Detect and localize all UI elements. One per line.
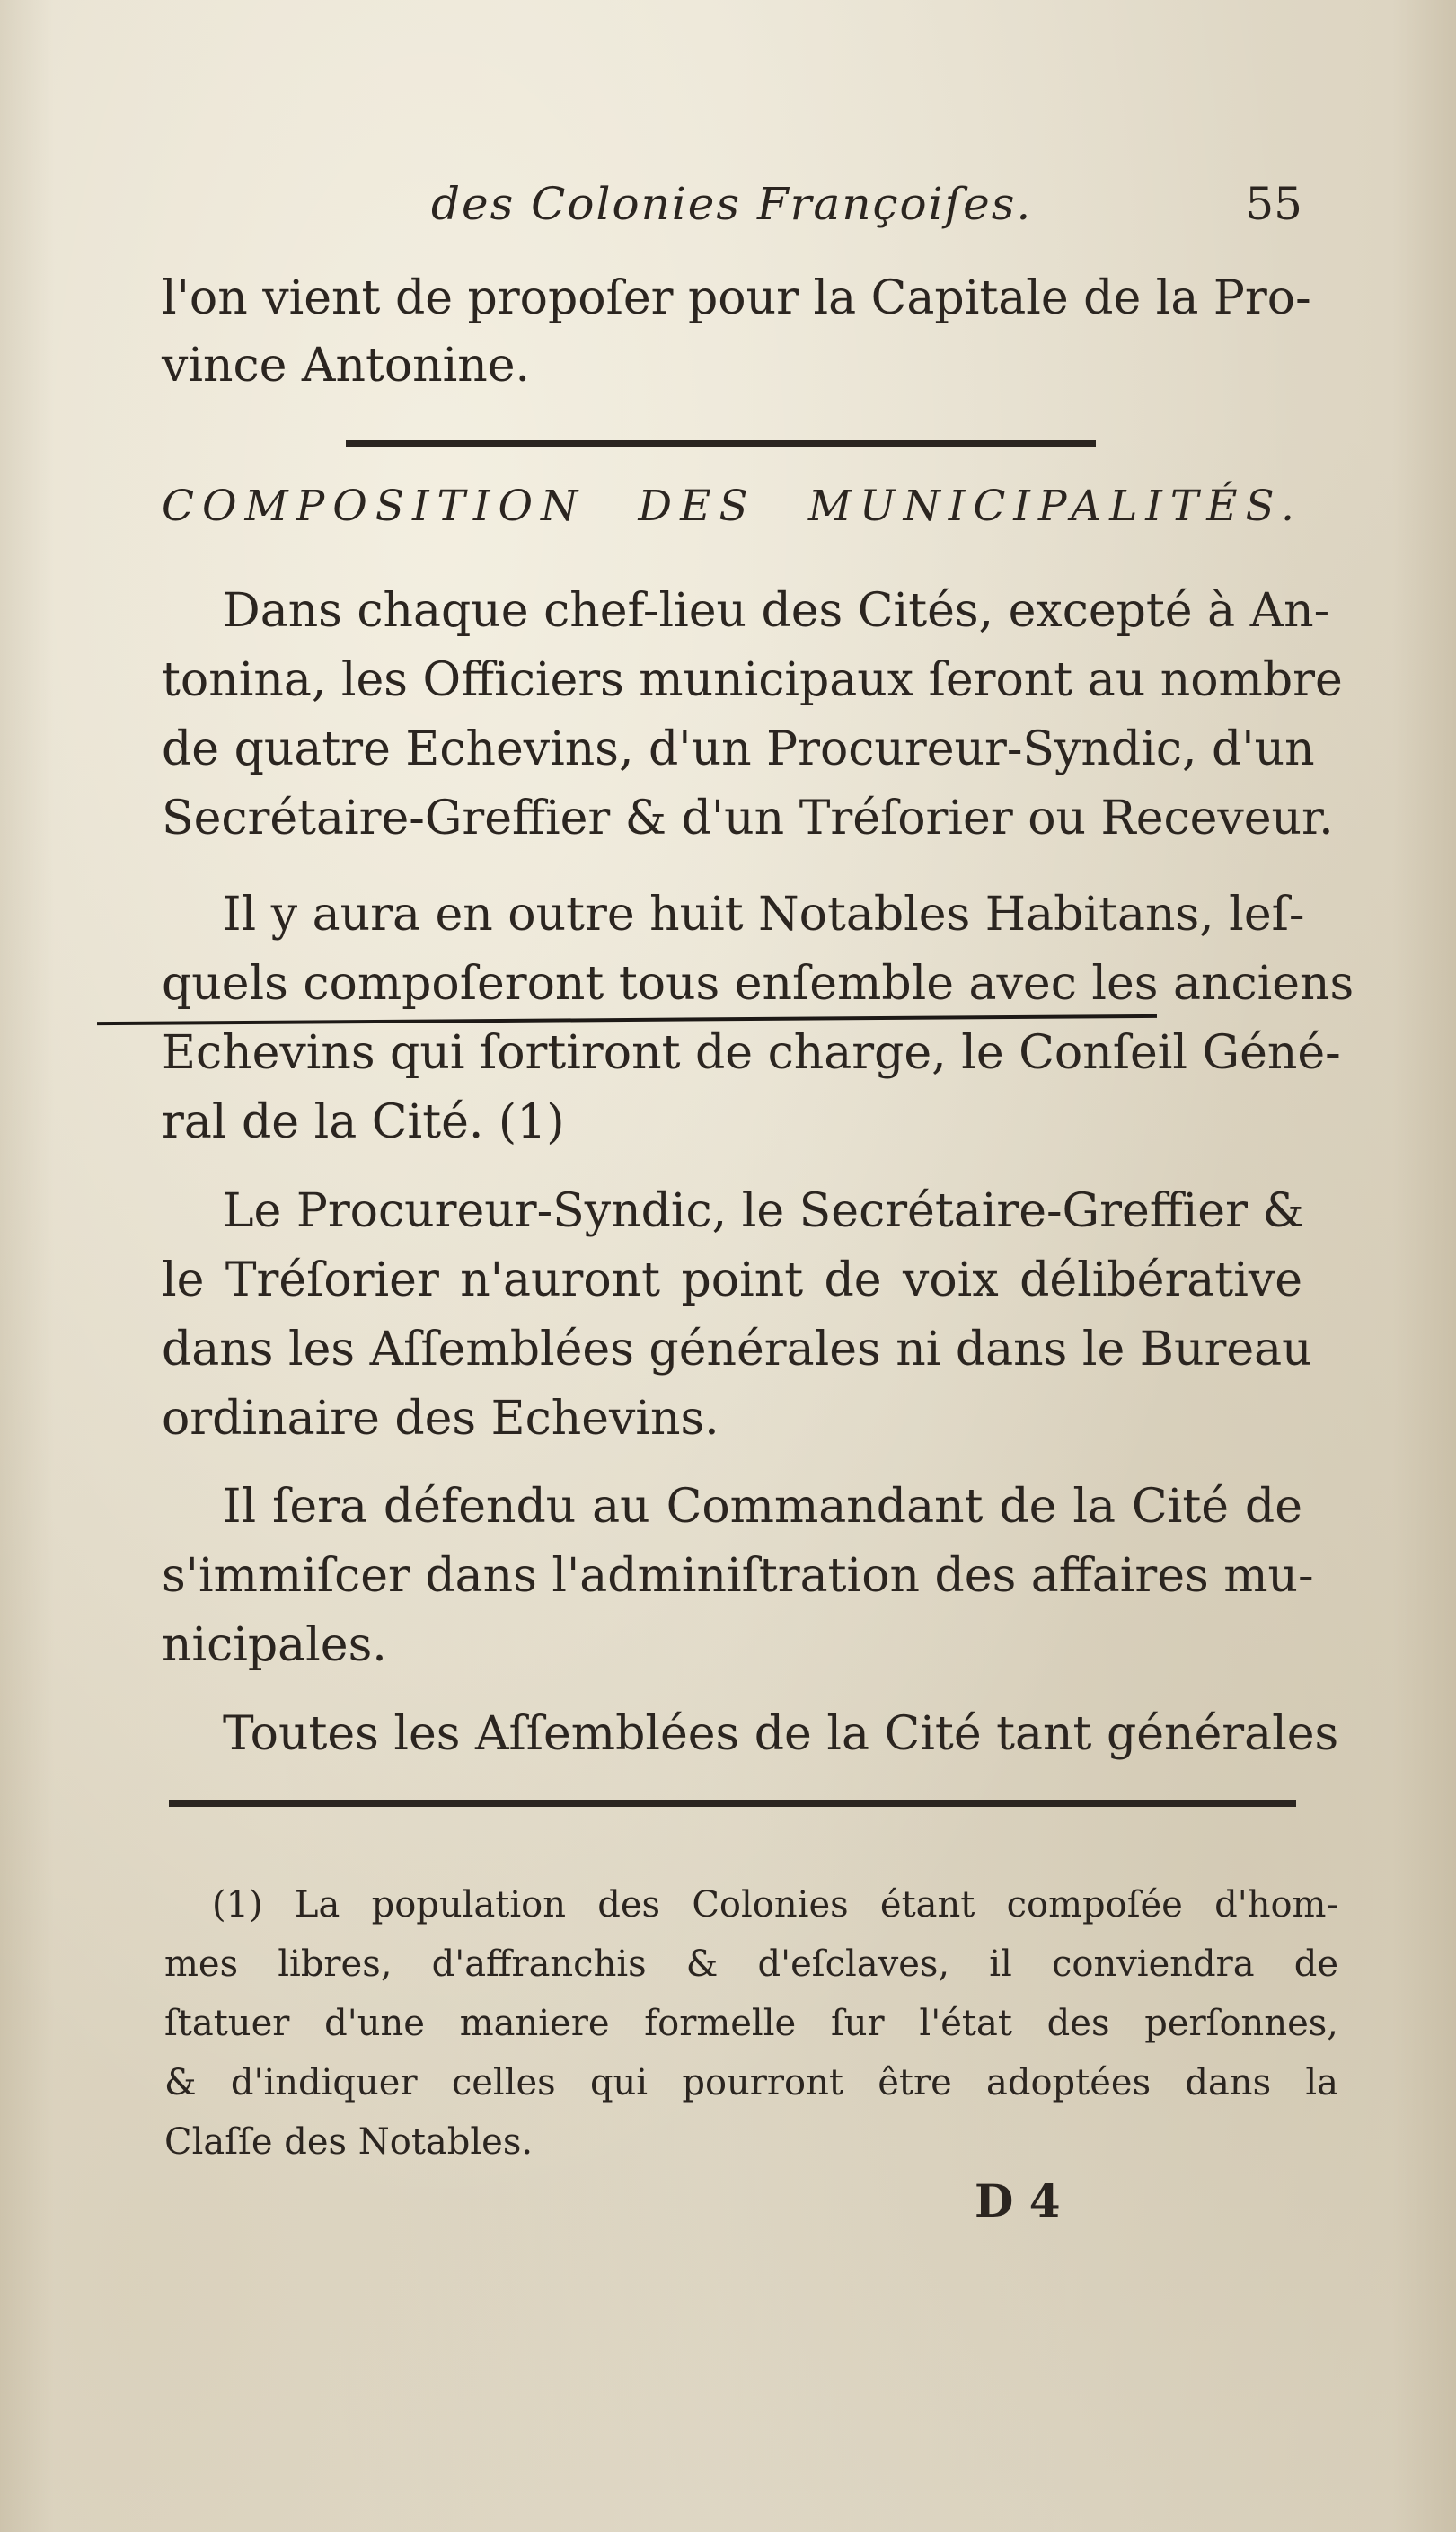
footnote-line: (1) La population des Colonies étant compoſée d'hom- bbox=[212, 1884, 1338, 1926]
running-head-title: des Colonies Françoiſes. bbox=[431, 178, 1033, 230]
body-line: dans les Aſſemblées générales ni dans le Bureau bbox=[162, 1323, 1312, 1377]
body-line: Il ſera défendu au Commandant de la Cité de bbox=[223, 1480, 1302, 1534]
section-heading: COMPOSITION DES MUNICIPALITÉS. bbox=[162, 482, 1302, 531]
body-line: Echevins qui ſortiront de charge, le Conſeil Géné- bbox=[162, 1026, 1341, 1080]
body-line: Le Procureur-Syndic, le Secrétaire-Greffier & bbox=[223, 1184, 1304, 1238]
body-line: quels compoſeront tous enſemble avec les anciens bbox=[162, 957, 1355, 1011]
footnote-line: ſtatuer d'une maniere formelle ſur l'état des perſonnes, bbox=[164, 2003, 1338, 2044]
body-line: le Tréſorier n'auront point de voix délibérative bbox=[162, 1253, 1302, 1307]
body-line: vince Antonine. bbox=[162, 339, 531, 393]
body-line: tonina, les Officiers municipaux ſeront au nombre bbox=[162, 653, 1343, 707]
running-head bbox=[162, 178, 1302, 241]
footnote-line: mes libres, d'affranchis & d'eſclaves, il conviendra de bbox=[164, 1943, 1338, 1985]
body-line: Toutes les Aſſemblées de la Cité tant générales bbox=[223, 1707, 1339, 1761]
footnote-rule bbox=[169, 1800, 1296, 1807]
body-line: Dans chaque chef-lieu des Cités, excepté à An- bbox=[223, 584, 1330, 638]
body-line: Il y aura en outre huit Notables Habitans, leſ- bbox=[223, 888, 1305, 942]
body-line: l'on vient de propoſer pour la Capitale de la Pro- bbox=[162, 271, 1311, 325]
body-line: nicipales. bbox=[162, 1618, 387, 1672]
signature-mark: D 4 bbox=[975, 2174, 1061, 2227]
body-line: ordinaire des Echevins. bbox=[162, 1392, 719, 1446]
page-number: 55 bbox=[1245, 178, 1302, 230]
footnote-line: Claſſe des Notables. bbox=[164, 2121, 534, 2163]
body-line: de quatre Echevins, d'un Procureur-Syndic, d'un bbox=[162, 722, 1315, 776]
body-line: Secrétaire-Greffier & d'un Tréſorier ou Receveur. bbox=[162, 792, 1334, 845]
section-rule bbox=[346, 440, 1096, 447]
body-line: s'immiſcer dans l'adminiſtration des affaires mu- bbox=[162, 1549, 1314, 1603]
footnote-line: & d'indiquer celles qui pourront être adoptées dans la bbox=[164, 2062, 1338, 2103]
body-line: ral de la Cité. (1) bbox=[162, 1095, 565, 1149]
